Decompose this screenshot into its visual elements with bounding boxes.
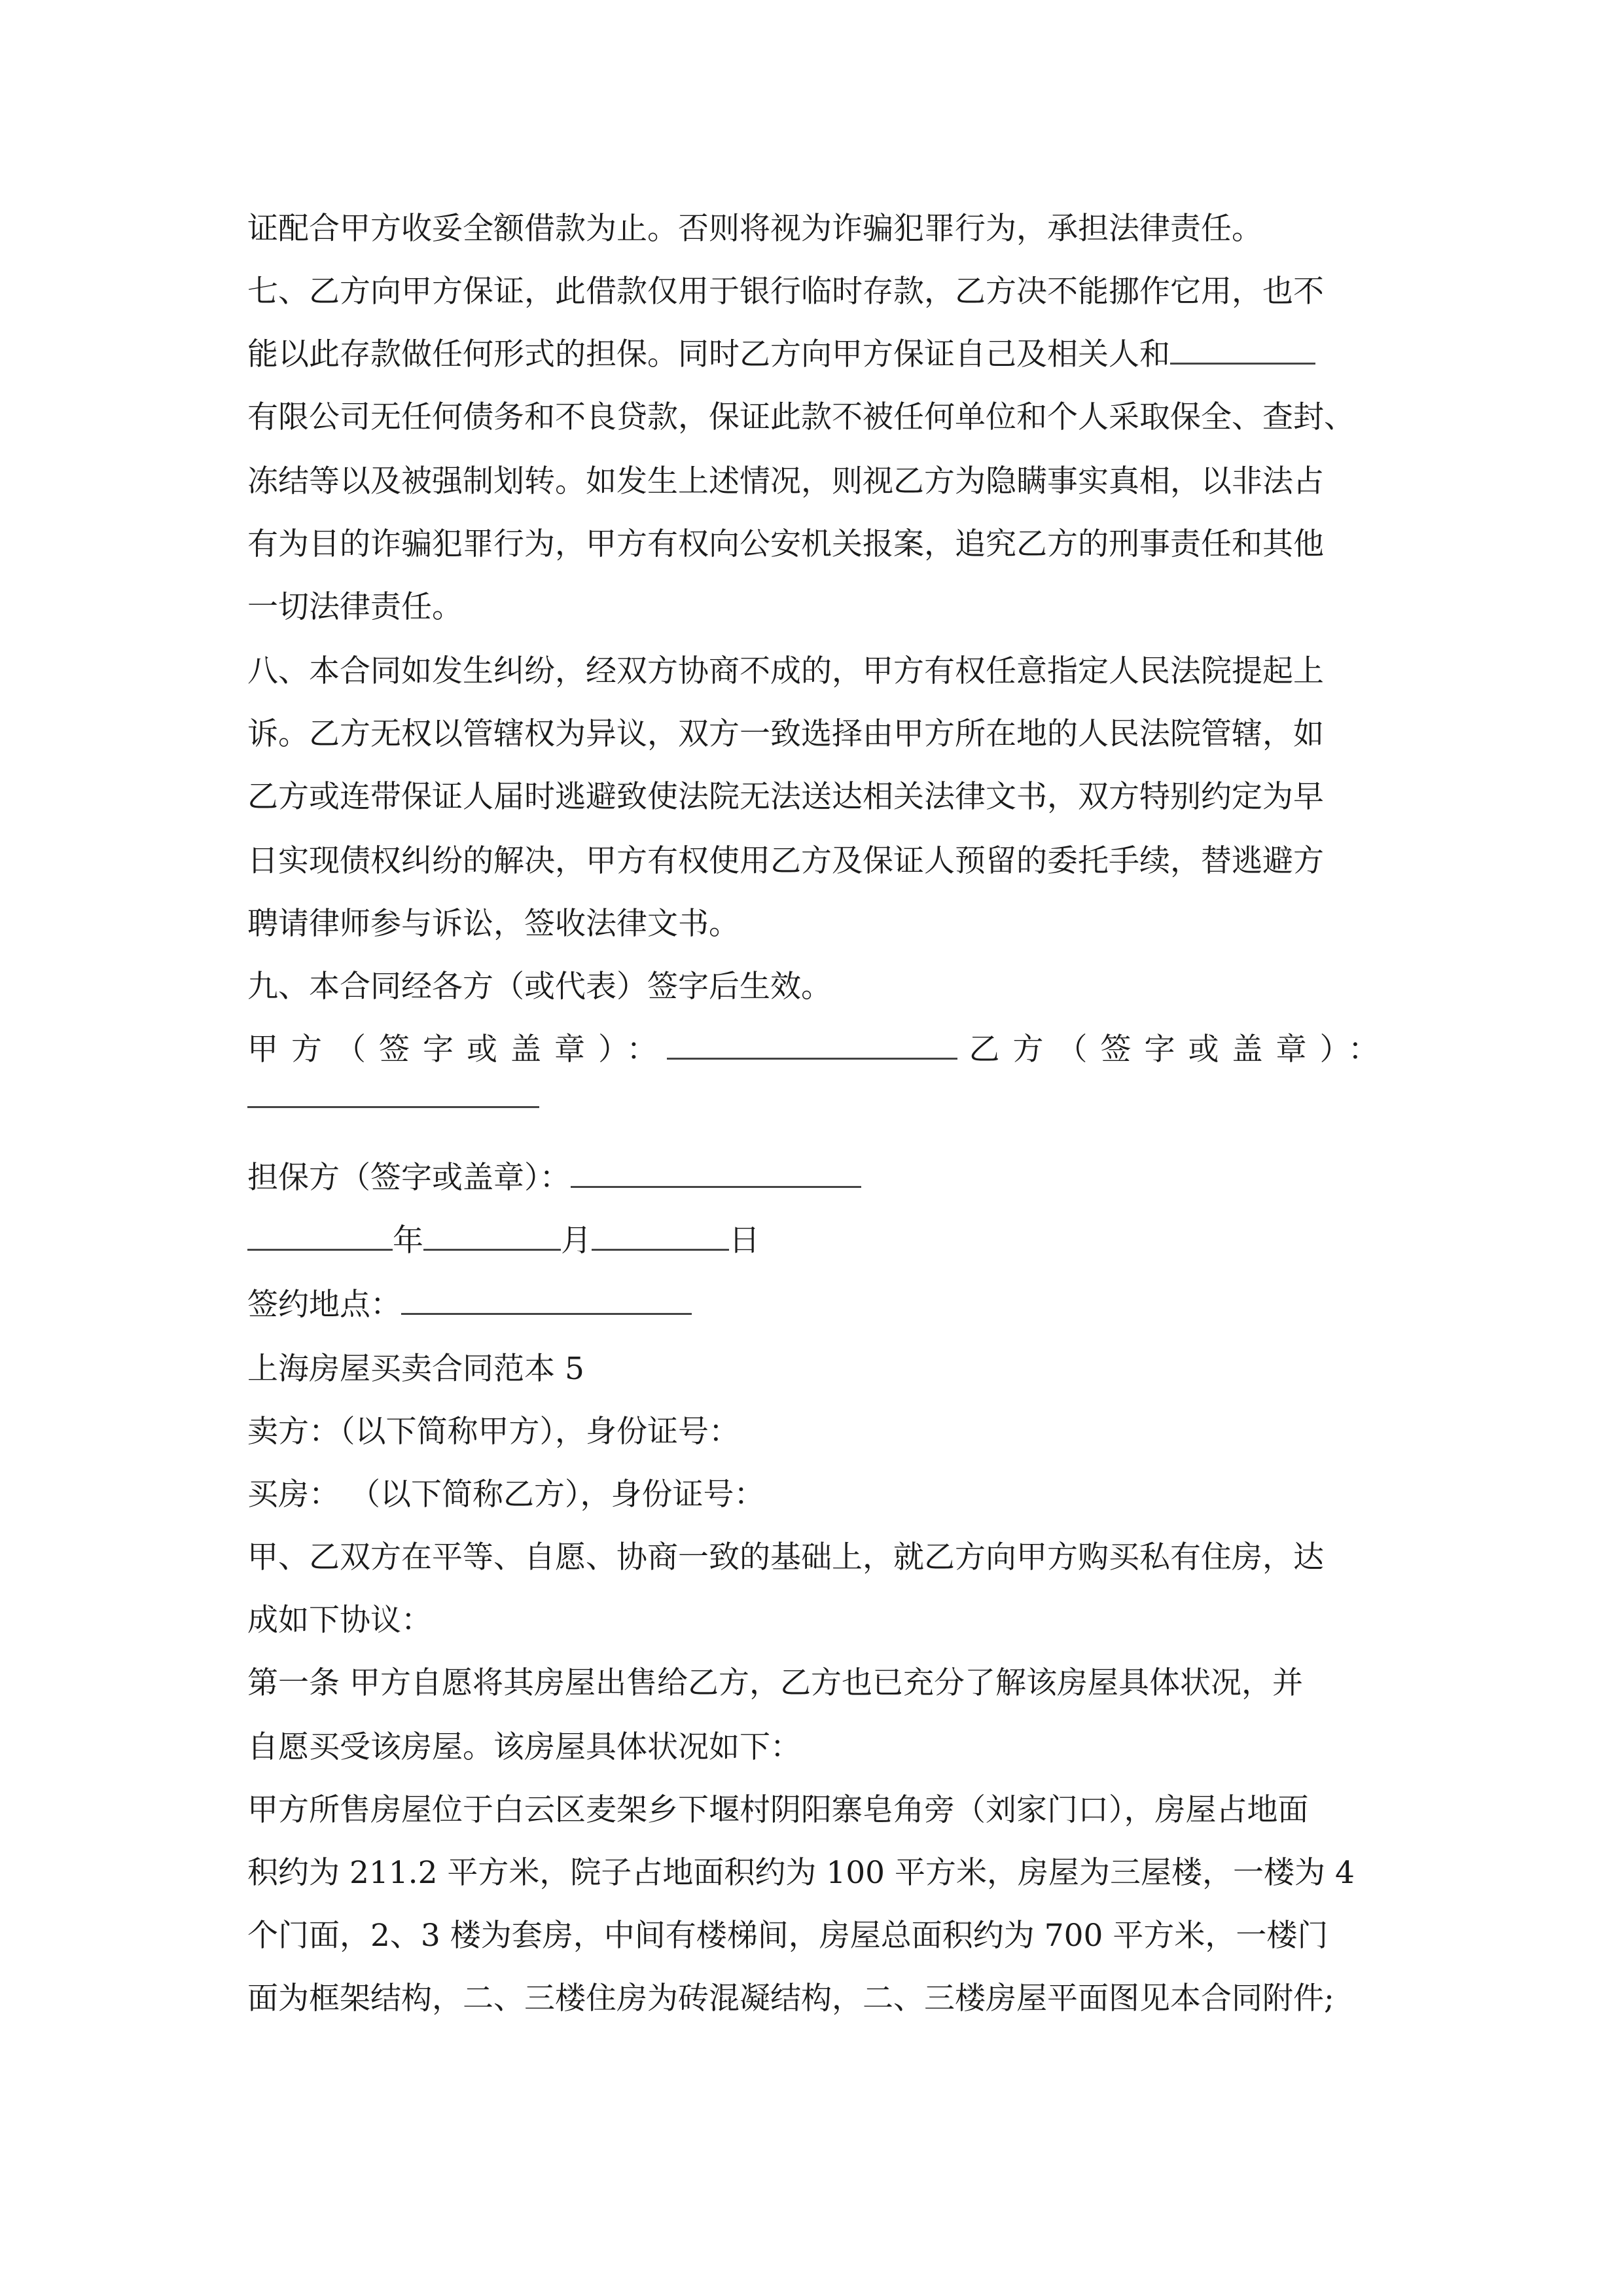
signing-place-row — [247, 1285, 1380, 1325]
clause-eight-line-1: 八、本合同如发生纠纷，经双方协商不成的，甲方有权任意指定人民法院提起上 — [247, 653, 1324, 689]
party-b-signature-blank — [247, 1106, 539, 1108]
preamble-line-2: 成如下协议： — [247, 1602, 432, 1638]
signature-row-parties — [247, 1030, 1392, 1069]
party-a-signature-label: 甲方（签字或盖章）： — [247, 1031, 671, 1067]
signing-place-blank — [401, 1287, 692, 1315]
guarantor-signature-label: 担保方（签字或盖章）： — [247, 1160, 571, 1196]
year-label: 年 — [393, 1223, 423, 1259]
property-desc-line-2: 积约为 211.2 平方米，院子占地面积约为 100 平方米，房屋为三屋楼，一楼为 4 — [247, 1855, 1355, 1891]
seller-line: 卖方：（以下简称甲方），身份证号： — [247, 1414, 740, 1450]
clause-seven-line-2 — [247, 335, 1380, 374]
company-name-blank — [1170, 336, 1315, 365]
article-one-line-2: 自愿买受该房屋。该房屋具体状况如下： — [247, 1729, 801, 1765]
clause-eight-line-4: 日实现债权纠纷的解决，甲方有权使用乙方及保证人预留的委托手续，替逃避方 — [247, 843, 1324, 879]
guarantor-signature-blank — [571, 1160, 861, 1188]
contract-title: 上海房屋买卖合同范本 5 — [247, 1351, 584, 1387]
clause-eight-line-3: 乙方或连带保证人届时逃避致使法院无法送达相关法律文书，双方特别约定为早 — [247, 779, 1324, 815]
clause-seven-line-1: 七、乙方向甲方保证，此借款仅用于银行临时存款，乙方决不能挪作它用，也不 — [247, 274, 1324, 310]
clause-nine: 九、本合同经各方（或代表）签字后生效。 — [247, 969, 832, 1005]
article-one-line-1: 第一条 甲方自愿将其房屋出售给乙方，乙方也已充分了解该房屋具体状况，并 — [247, 1665, 1303, 1701]
guarantor-signature-row — [247, 1158, 1380, 1198]
property-desc-line-3: 个门面，2、3 楼为套房，中间有楼梯间，房屋总面积约为 700 平方米，一楼门 — [247, 1918, 1329, 1954]
month-label: 月 — [561, 1223, 592, 1259]
preamble-line-1: 甲、乙双方在平等、自愿、协商一致的基础上，就乙方向甲方购买私有住房，达 — [247, 1539, 1324, 1575]
year-blank — [247, 1223, 393, 1251]
clause-eight-line-5: 聘请律师参与诉讼，签收法律文书。 — [247, 906, 740, 942]
clause-seven-line-2-text: 能以此存款做任何形式的担保。同时乙方向甲方保证自己及相关人和 — [247, 336, 1170, 372]
clause-seven-line-5: 有为目的诈骗犯罪行为，甲方有权向公安机关报案，追究乙方的刑事责任和其他 — [247, 526, 1324, 562]
clause-seven-line-3: 有限公司无任何债务和不良贷款，保证此款不被任何单位和个人采取保全、查封、 — [247, 399, 1355, 435]
day-blank — [592, 1223, 729, 1251]
day-label: 日 — [729, 1223, 760, 1259]
clause-six-end: 证配合甲方收妥全额借款为止。否则将视为诈骗犯罪行为，承担法律责任。 — [247, 211, 1262, 247]
date-row — [247, 1221, 1380, 1261]
party-a-signature-blank — [667, 1031, 957, 1060]
property-desc-line-4: 面为框架结构，二、三楼住房为砖混凝结构，二、三楼房屋平面图见本合同附件; — [247, 1981, 1334, 2017]
buyer-line: 买房： （以下简称乙方），身份证号： — [247, 1477, 765, 1513]
property-desc-line-1: 甲方所售房屋位于白云区麦架乡下堰村阴阳寨皂角旁（刘家门口），房屋占地面 — [247, 1792, 1309, 1828]
party-b-signature-label: 乙方（签字或盖章）： — [969, 1031, 1392, 1067]
clause-seven-line-6: 一切法律责任。 — [247, 589, 463, 625]
month-blank — [423, 1223, 561, 1251]
clause-eight-line-2: 诉。乙方无权以管辖权为异议，双方一致选择由甲方所在地的人民法院管辖，如 — [247, 716, 1324, 752]
signing-place-label: 签约地点： — [247, 1287, 401, 1323]
clause-seven-line-4: 冻结等以及被强制划转。如发生上述情况，则视乙方为隐瞒事实真相，以非法占 — [247, 463, 1324, 499]
